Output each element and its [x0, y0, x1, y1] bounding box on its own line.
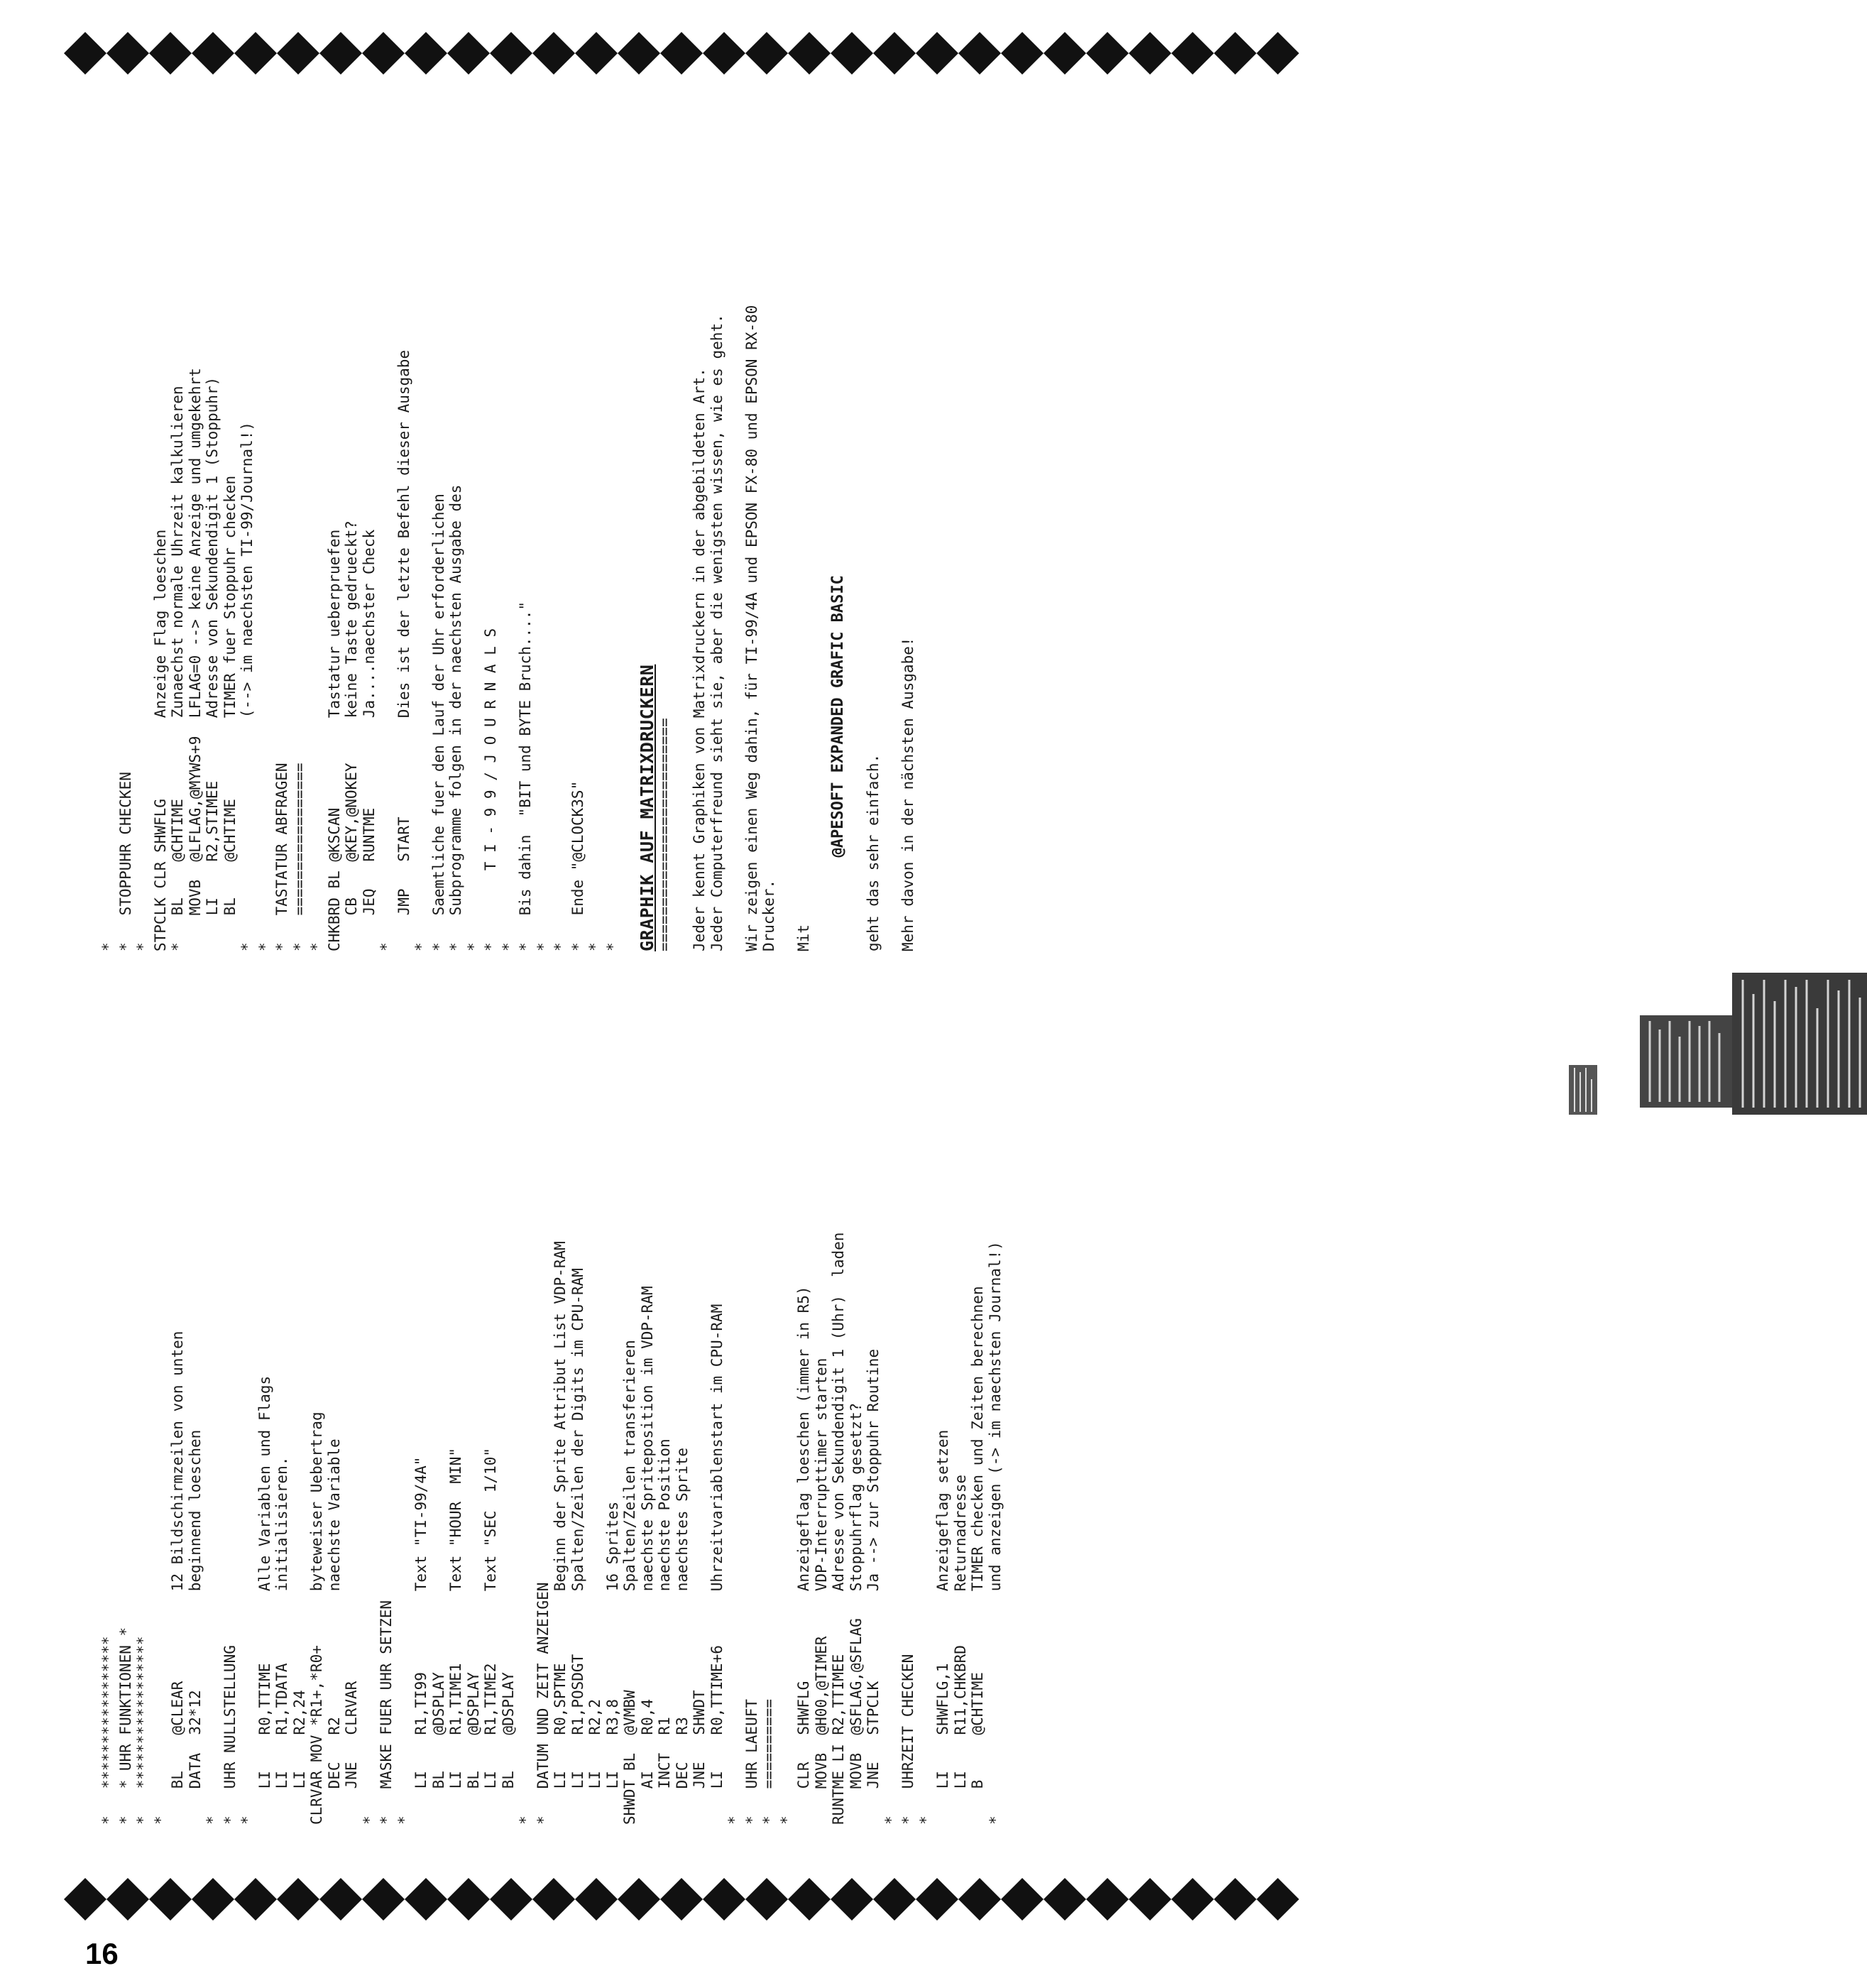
rotated-page-content	[99, 50, 1271, 1825]
listing-line: * *****************	[134, 1636, 151, 1825]
diamond-ornament	[618, 1878, 660, 1921]
listing-line: MOVB @H00,@TIMER VDP-Interrupttimer starten	[812, 1358, 830, 1825]
listing-line: SHWDT BL @VMBW Spalten/Zeilen transferieren	[621, 1340, 638, 1825]
assembly-listing-right	[99, 57, 1271, 951]
listing-line: *	[726, 1815, 743, 1825]
listing-line: * und anzeigen (-> im naechsten Journal!)	[986, 1241, 1004, 1825]
listing-line: MOVB @LFLAG,@MYWS+9 LFLAG=0 --> keine Anzeige und umgekehrt	[186, 368, 204, 951]
listing-line: * MASKE FUER UHR SETZEN	[378, 1600, 395, 1825]
listing-line: LI R2,24	[290, 1690, 308, 1825]
diamond-ornament	[362, 1878, 405, 1921]
diamond-ornament	[1001, 1878, 1044, 1921]
listing-line: * Subprogramme folgen in der naechsten Ausgabe des	[447, 484, 464, 951]
listing-line: LI R1,POSDGT Spalten/Zeilen der Digits im CPU-RAM	[569, 1268, 586, 1825]
listing-line: * Ende "@CLOCK3S"	[569, 780, 586, 951]
listing-line: * STOPPUHR CHECKEN	[116, 772, 134, 951]
listing-line: Drucker.	[760, 879, 777, 951]
page-number: 16	[85, 1937, 119, 1970]
listing-line: * UHR LAEUFT	[743, 1698, 760, 1825]
listing-line: *	[256, 942, 273, 951]
diamond-border-bottom	[0, 1874, 1349, 1924]
diamond-ornament	[405, 1878, 447, 1921]
diamond-ornament	[490, 1878, 532, 1921]
listing-line: LI R2,STIMEE Adresse von Sekundendigit 1 (Stoppuhr)	[204, 376, 221, 951]
printout-sample-medium	[1640, 1015, 1732, 1108]
listing-line: * BL @CHTIME Zunaechst normale Uhrzeit kalkulieren	[169, 386, 186, 951]
listing-line	[813, 57, 831, 951]
listing-line: *	[378, 942, 395, 951]
listing-line: RUNTME LI R2,TTIMEE Adresse von Sekundendigit 1 (Uhr) laden	[830, 1232, 847, 1825]
printout-sample-large	[1732, 973, 1867, 1115]
listing-line: * ==========	[760, 1698, 777, 1825]
listing-line: LI R1,TDATA initialisieren.	[273, 1456, 290, 1825]
listing-line: Jeder Computerfreund sieht sie, aber die wenigsten wissen, wie es geht.	[708, 314, 726, 951]
diamond-ornament	[106, 1878, 149, 1921]
diamond-ornament	[1086, 1878, 1129, 1921]
listing-line: CLRVAR MOV *R1+,*R0+ byteweiser Uebertrag	[308, 1411, 325, 1825]
listing-line: *	[395, 1815, 412, 1825]
listing-line: *	[151, 1815, 169, 1825]
listing-line: geht das sehr einfach.	[865, 753, 882, 951]
listing-line	[778, 57, 796, 951]
listing-line	[882, 57, 900, 951]
listing-line: MOVB @SFLAG,@SFLAG Stoppuhrflag gesetzt?	[847, 1402, 865, 1825]
listing-line: * UHR NULLSTELLUNG	[221, 1645, 239, 1825]
listing-line: *	[534, 942, 552, 951]
diamond-ornament	[234, 1878, 277, 1921]
listing-line: *	[412, 942, 429, 951]
listing-line: LI R3,8 16 Sprites	[603, 1501, 621, 1825]
assembly-listing-left	[99, 958, 1271, 1825]
listing-line: DATA 32*12 beginnend loeschen	[186, 1429, 204, 1825]
diamond-ornament	[660, 1878, 703, 1921]
listing-line: LI R1,TIME2 Text "SEC 1/10"	[482, 1447, 499, 1825]
listing-line: * *****************	[99, 1636, 116, 1825]
listing-line: * * UHR FUNKTIONEN *	[116, 1627, 134, 1825]
listing-line: *	[916, 1815, 934, 1825]
listing-line: Mehr davon in der nächsten Ausgabe!	[899, 637, 916, 951]
diamond-ornament	[745, 1878, 788, 1921]
diamond-ornament	[873, 1878, 916, 1921]
listing-line: BL @DSPLAY	[429, 1672, 447, 1825]
listing-line: STPCLK CLR SHWFLG Anzeige Flag loeschen	[151, 529, 169, 951]
listing-line: *	[603, 942, 621, 951]
diamond-ornament	[1044, 1878, 1086, 1921]
diamond-ornament	[831, 1878, 873, 1921]
listing-line: *	[134, 942, 151, 951]
listing-line: LI SHWFLG,1 Anzeigeflag setzen	[934, 1429, 951, 1825]
listing-line	[726, 57, 743, 951]
listing-line: CHKBRD BL @KSCAN Tastatur ueberpruefen	[325, 529, 343, 951]
listing-line: DEC R3 naechstes Sprite	[673, 1447, 691, 1825]
listing-line	[848, 57, 865, 951]
listing-line: *	[552, 942, 569, 951]
listing-line: LI R0,TTIME+6 Uhrzeitvariablenstart im CPU-RAM	[708, 1304, 726, 1825]
listing-line: *	[517, 1815, 534, 1825]
listing-line: * =================	[290, 763, 308, 951]
listing-line: *	[239, 1815, 256, 1825]
diamond-ornament	[1256, 1878, 1299, 1921]
listing-line: *	[777, 1815, 795, 1825]
listing-line: DEC R2 naechste Variable	[325, 1438, 343, 1825]
listing-line: JNE STPCLK Ja --> zur Stoppuhr Routine	[865, 1348, 882, 1825]
listing-line: Jeder kennt Graphiken von Matrixdruckern in der abgebildeten Art.	[691, 368, 708, 951]
listing-line: AI R0,4 naechste Spriteposition im VDP-RAM	[638, 1286, 656, 1825]
diamond-ornament	[277, 1878, 319, 1921]
listing-line: * T I - 9 9 / J O U R N A L S	[482, 628, 499, 951]
listing-line: Mit	[795, 924, 812, 951]
listing-line: LI R0,SPTME Beginn der Sprite Attribut List VDP-RAM	[552, 1241, 569, 1825]
diamond-ornament	[149, 1878, 192, 1921]
diamond-ornament	[958, 1878, 1001, 1921]
listing-line: LI R2,2	[586, 1698, 603, 1825]
listing-line: CB @KEY,@NOKEY keine Taste gedrueckt?	[343, 520, 360, 951]
listing-line: BL @CLEAR 12 Bildschirmzeilen von unten	[169, 1331, 186, 1825]
listing-line: GRAPHIK AUF MATRIXDRUCKERN	[636, 664, 657, 951]
listing-line	[621, 57, 639, 951]
listing-line: LI R11,CHKBRD Returnadresse	[951, 1474, 969, 1825]
listing-line: BL @DSPLAY	[499, 1672, 517, 1825]
listing-line: CLR SHWFLG Anzeigeflag loeschen (immer in R5)	[795, 1286, 812, 1825]
printout-sample-small	[1569, 1065, 1597, 1115]
listing-line: *	[204, 1815, 221, 1825]
listing-line: ==========================	[656, 718, 673, 951]
listing-line: INCT R1 naechste Position	[656, 1438, 673, 1825]
listing-line: LI R1,TIME1 Text "HOUR MIN"	[447, 1447, 464, 1825]
listing-line: BL @CHTIME TIMER fuer Stoppuhr checken	[221, 475, 239, 951]
listing-line: LI R1,TI99 Text "TI-99/4A"	[412, 1456, 429, 1825]
listing-line: JNE SHWDT	[691, 1690, 708, 1825]
listing-line: *	[586, 942, 603, 951]
listing-line: *	[464, 942, 482, 951]
listing-line: LI R0,TTIME Alle Variablen und Flags	[256, 1375, 273, 1825]
listing-line: * DATUM UND ZEIT ANZEIGEN	[534, 1582, 552, 1825]
diamond-ornament	[916, 1878, 958, 1921]
diamond-ornament	[64, 1878, 106, 1921]
diamond-ornament	[1171, 1878, 1214, 1921]
listing-line: * UHRZEIT CHECKEN	[899, 1654, 916, 1825]
listing-line: Wir zeigen einen Weg dahin, für TI-99/4A und EPSON FX-80 und EPSON RX-80	[743, 305, 760, 951]
diamond-ornament	[788, 1878, 831, 1921]
listing-line: B @CHTIME TIMER checken und Zeiten berechnen	[969, 1286, 986, 1825]
listing-line	[674, 57, 691, 951]
listing-line: * TASTATUR ABFRAGEN	[273, 763, 290, 951]
listing-line: *	[360, 1815, 378, 1825]
diamond-ornament	[575, 1878, 618, 1921]
listing-line: *	[308, 942, 325, 951]
listing-line: @APESOFT EXPANDED GRAFIC BASIC	[829, 575, 847, 951]
listing-line: * (--> im naechsten TI-99/Journal!)	[239, 422, 256, 951]
diamond-ornament	[532, 1878, 575, 1921]
listing-line: JMP START Dies ist der letzte Befehl dieser Ausgabe	[395, 349, 412, 951]
diamond-ornament	[1214, 1878, 1256, 1921]
listing-line: * Saemtliche fuer den Lauf der Uhr erforderlichen	[429, 493, 447, 951]
listing-line: JEQ RUNTME Ja....naechster Check	[360, 529, 378, 951]
listing-line: *	[99, 942, 116, 951]
diamond-ornament	[447, 1878, 490, 1921]
listing-line: *	[882, 1815, 899, 1825]
diamond-ornament	[192, 1878, 234, 1921]
listing-line: * Bis dahin "BIT und BYTE Bruch...."	[517, 601, 534, 951]
diamond-ornament	[319, 1878, 362, 1921]
diamond-ornament	[703, 1878, 745, 1921]
listing-line: BL @DSPLAY	[464, 1672, 482, 1825]
diamond-ornament	[1129, 1878, 1171, 1921]
listing-line: JNE CLRVAR	[343, 1681, 360, 1825]
listing-line: *	[499, 942, 517, 951]
